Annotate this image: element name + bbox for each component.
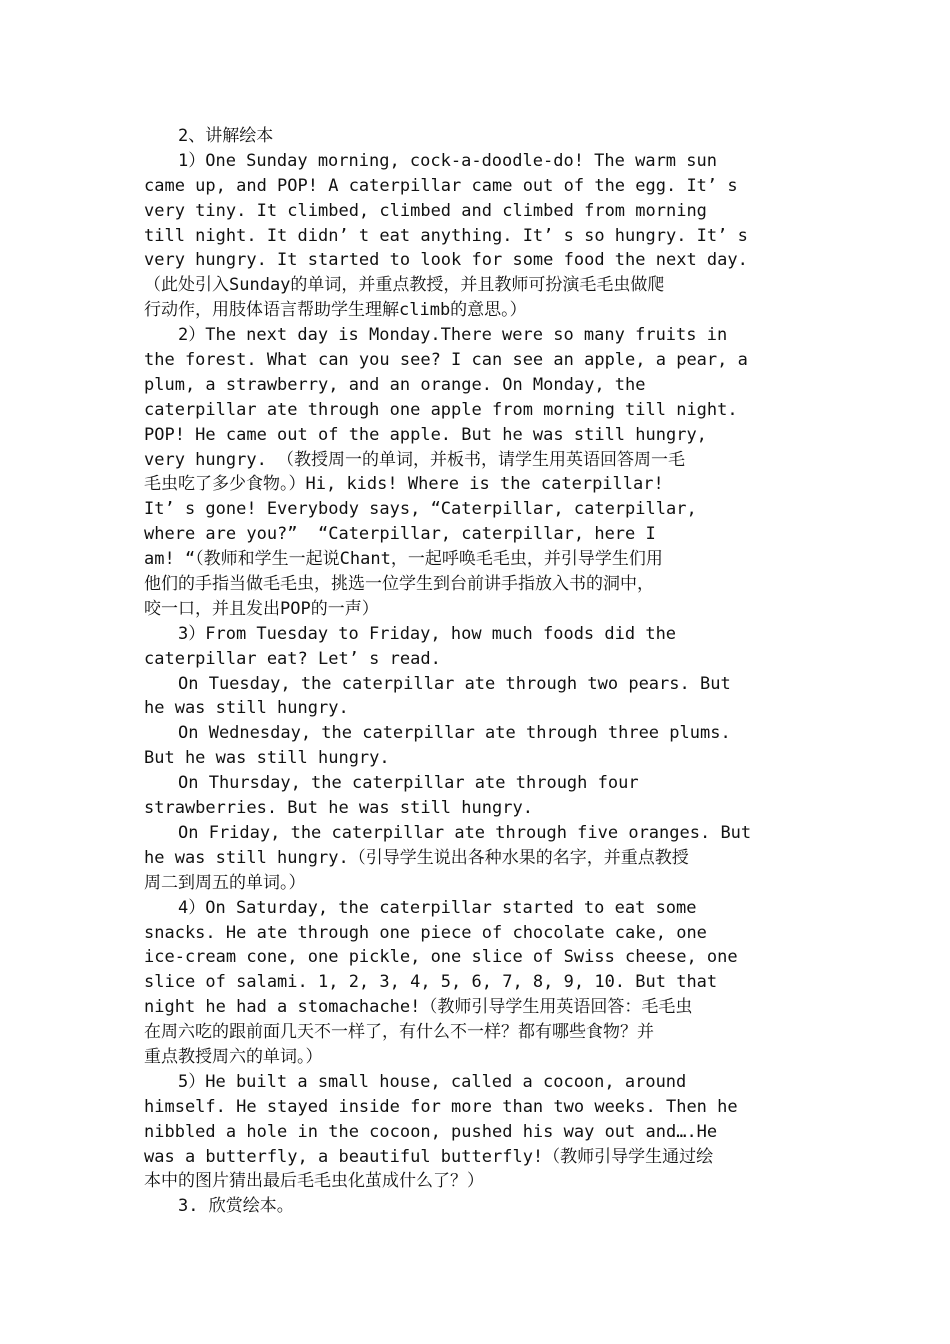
text-line: himself. He stayed inside for more than two weeks. Then he	[144, 1096, 738, 1117]
document-body	[144, 124, 808, 1219]
text-line: 2、讲解绘本	[178, 126, 274, 146]
text-line: 本中的图片猜出最后毛毛虫化茧成什么了？）	[144, 1171, 484, 1192]
text-line: 行动作，用肢体语言帮助学生理解climb的意思。）	[144, 300, 527, 321]
text-line: very hungry. （教授周一的单词，并板书，请学生用英语回答周一毛	[144, 449, 686, 470]
text-line: slice of salami. 1, 2, 3, 4, 5, 6, 7, 8, 9, 10. But that	[144, 972, 718, 993]
text-line: night he had a stomachache!（教师引导学生用英语回答：毛毛虫	[144, 997, 693, 1018]
text-line: the forest. What can you see? I can see an apple, a pear, a	[144, 350, 748, 371]
text-line: 1）One Sunday morning, cock-a-doodle-do! The warm sun	[178, 150, 717, 171]
text-line: It’ s gone! Everybody says, “Caterpillar, caterpillar,	[144, 499, 697, 520]
text-line: 重点教授周六的单词。）	[144, 1046, 323, 1067]
text-line: 3）From Tuesday to Friday, how much foods did the	[178, 623, 677, 644]
text-line: caterpillar eat? Let’ s read.	[144, 648, 441, 669]
text-line: On Thursday, the caterpillar ate through four	[178, 773, 639, 794]
text-line: he was still hungry.（引导学生说出各种水果的名字，并重点教授	[144, 847, 689, 868]
text-line: On Friday, the caterpillar ate through five oranges. But	[178, 822, 752, 843]
text-line: 毛虫吃了多少食物。）Hi, kids! Where is the caterpillar!	[144, 474, 664, 495]
text-line: 5）He built a small house, called a cocoon, around	[178, 1071, 687, 1092]
text-line: 2）The next day is Monday.There were so many fruits in	[178, 325, 728, 346]
text-line: he was still hungry.	[144, 698, 349, 719]
text-line: But he was still hungry.	[144, 748, 390, 769]
text-line: 咬一口，并且发出POP的一声）	[144, 598, 379, 619]
text-line: was a butterfly, a beautiful butterfly!（教师引导学生通过绘	[144, 1146, 714, 1167]
text-line: On Tuesday, the caterpillar ate through two pears. But	[178, 673, 731, 694]
text-line: am! “（教师和学生一起说Chant，一起呼唤毛毛虫，并引导学生们用	[144, 549, 663, 570]
text-line: caterpillar ate through one apple from morning till night.	[144, 399, 738, 420]
text-line: nibbled a hole in the cocoon, pushed his way out and….He	[144, 1121, 718, 1142]
text-line: 在周六吃的跟前面几天不一样了，有什么不一样？都有哪些食物？并	[144, 1022, 654, 1043]
text-line: ice-cream cone, one pickle, one slice of Swiss cheese, one	[144, 947, 738, 968]
text-line: （此处引入Sunday的单词，并重点教授，并且教师可扮演毛毛虫做爬	[144, 275, 665, 296]
text-line: 周二到周五的单词。）	[144, 872, 306, 893]
text-line: POP! He came out of the apple. But he was still hungry,	[144, 424, 707, 445]
text-line: 3. 欣赏绘本。	[178, 1196, 294, 1217]
text-line: plum, a strawberry, and an orange. On Monday, the	[144, 374, 646, 395]
text-line: snacks. He ate through one piece of chocolate cake, one	[144, 922, 707, 943]
text-line: where are you?” “Caterpillar, caterpillar, here I	[144, 524, 656, 545]
text-line: very hungry. It started to look for some food the next day.	[144, 250, 748, 271]
text-line: very tiny. It climbed, climbed and climbed from morning	[144, 200, 707, 221]
text-line: came up, and POP! A caterpillar came out of the egg. It’ s	[144, 175, 738, 196]
text-line: till night. It didn’ t eat anything. It’ s so hungry. It’ s	[144, 225, 748, 246]
text-line: 他们的手指当做毛毛虫，挑选一位学生到台前讲手指放入书的洞中，	[144, 574, 654, 595]
text-line: On Wednesday, the caterpillar ate through three plums.	[178, 723, 731, 744]
text-line: 4）On Saturday, the caterpillar started to eat some	[178, 897, 697, 918]
text-line: strawberries. But he was still hungry.	[144, 798, 533, 819]
